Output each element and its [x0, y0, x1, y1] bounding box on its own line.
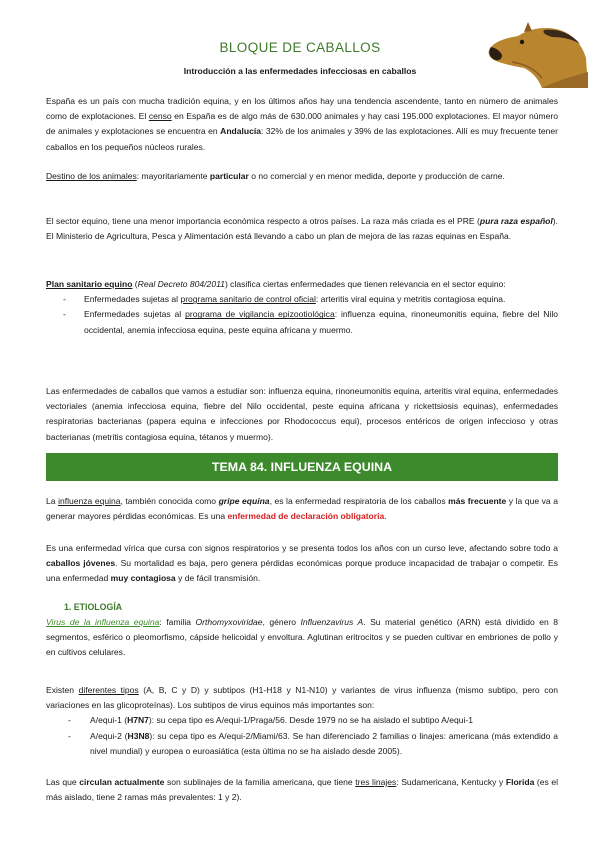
- text: El sector equino, tiene una menor importancia económica respecto a otros países. La raza más criada es el PRE (: [46, 216, 480, 226]
- text: Las que: [46, 777, 80, 787]
- text: Las enfermedades de caballos que vamos a estudiar son: influenza equina, rinoneumonitis equina, arteritis viral equina, enfermedades vectoriales (anemia infecciosa equina, fiebre del Nilo occidental, peste equina africana y rickettsiosis equinas), enfermedades respiratorias bacterianas (papera equina e infecciones por Rhodococcus equi), procesos entéricos de origen infeccioso y otras bacterianas (metritis contagiosa equina, tétanos y muermo).: [46, 386, 558, 442]
- term-censo: censo: [148, 111, 172, 122]
- text: ). El Ministerio de Agricultura, Pesca y Alimentación está llevando a cabo un plan de mejora de las razas equinas en España.: [46, 216, 558, 242]
- term-influenza: influenza equina: [58, 496, 121, 506]
- term-programa-vigilancia: programa de vigilancia epizootiológica: [185, 309, 335, 320]
- term-diferentes-tipos: diferentes tipos: [78, 685, 139, 695]
- text: , género: [262, 617, 301, 627]
- text: o no comercial y en menor medida, deporte y producción de carne.: [248, 171, 505, 181]
- list-item: [46, 292, 558, 307]
- document-title: BLOQUE DE CABALLOS: [219, 40, 381, 55]
- text: y la que va a generar mayores pérdidas económicas. Es una: [46, 496, 558, 522]
- intro-paragraph-1: [46, 94, 558, 155]
- term-declaracion-obligatoria: enfermedad de declaración obligatoria: [227, 511, 385, 522]
- horse-head-illustration: [484, 22, 590, 90]
- term-familia: Orthomyxoviridae: [195, 617, 263, 627]
- term-destino: Destino de los animales: [46, 171, 137, 181]
- term-florida: Florida: [505, 777, 535, 787]
- term-frecuente: más frecuente: [448, 496, 507, 506]
- text: Es una enfermedad vírica que cursa con signos respiratorios y se presenta todos los años con un curso leve, afectando sobre todo a: [46, 543, 558, 553]
- term-h3n8: H3N8: [127, 730, 150, 741]
- text: ): su cepa tipo es A/equi-1/Praga/56. Desde 1979 no se ha aislado el subtipo A/equi-1: [148, 715, 473, 726]
- intro-paragraph-4: [46, 277, 558, 338]
- subtype-list: [46, 713, 558, 759]
- text: A/equi-2 (: [90, 730, 128, 741]
- document-subtitle: Introducción a las enfermedades infecciosas en caballos: [183, 66, 417, 76]
- text: : Sudamericana, Kentucky y: [396, 777, 506, 787]
- text: son sublinajes de la familia americana, que tiene: [164, 777, 356, 787]
- term-caballos-jovenes: caballos jóvenes: [46, 558, 116, 569]
- disease-program-list: [46, 292, 558, 338]
- text: , también conocida como: [120, 496, 219, 506]
- list-item: [46, 713, 558, 728]
- text: en España es de algo más de 630.000 animales y hay casi 195.000 explotaciones. El mayor número de animales y explotaciones se encuentra en: [46, 111, 558, 137]
- term-andalucia: Andalucía: [220, 126, 262, 137]
- term-plan-sanitario: Plan sanitario equino: [46, 279, 133, 289]
- text: : influenza equina, rinoneumonitis equina, fiebre del Nilo occidental, anemia infecciosa equina, peste equina africana y muermo.: [84, 309, 558, 335]
- tema-paragraph-1: [46, 494, 558, 524]
- text: . Su mortalidad es baja, pero genera pérdidas económicas porque produce incapacidad de trabajar o competir. Es una enfermedad: [46, 558, 558, 584]
- term-tres-linajes: tres linajes: [355, 777, 397, 787]
- text: (A, B, C y D) y subtipos (H1-H18 y N1-N10) y variantes de virus influenza (mismo subtipo, pero con variaciones en las glicoproteínas). Los subtipos de virus equinos más importantes son:: [46, 685, 559, 711]
- text: Enfermedades sujetas al: [84, 309, 186, 320]
- text: (es el más aislado, tiene 2 ramas más prevalentes: 1 y 2).: [46, 777, 559, 803]
- text: . Su material genético (ARN) está dividido en 8 segmentos, esférico o pleomorfismo, cápside helicoidal y envoltura. Aglutinan eritrocitos y se pueden cultivar en embriones de pollo y en cultivos celulares.: [46, 617, 558, 658]
- term-programa-control: programa sanitario de control oficial: [180, 294, 316, 305]
- text: y de fácil transmisión.: [175, 573, 261, 584]
- tema-banner: TEMA 84. INFLUENZA EQUINA: [46, 453, 558, 481]
- text: ) clasifica ciertas enfermedades que tienen relevancia en el sector equino:: [224, 279, 506, 289]
- term-muy-contagiosa: muy contagiosa: [110, 573, 176, 584]
- intro-paragraph-5: [46, 384, 558, 445]
- text: : mayoritariamente: [136, 171, 210, 181]
- term-h7n7: H7N7: [127, 715, 149, 726]
- term-circulan: circulan actualmente: [79, 777, 165, 787]
- term-particular: particular: [209, 171, 249, 181]
- text: A/equi-1 (: [90, 715, 128, 726]
- text: La: [46, 496, 59, 506]
- text: : familia: [159, 617, 196, 627]
- text: , es la enfermedad respiratoria de los caballos: [269, 496, 449, 506]
- text: .: [384, 511, 387, 522]
- text: ): su cepa tipo es A/equi-2/Miami/63. Se han diferenciado 2 familias o linajes: americana (más extendido a nivel mundial) y europea o euroasiática (esta última no se ha aislado desde 2005).: [90, 730, 558, 756]
- etiologia-paragraph-3: [46, 775, 558, 805]
- term-real-decreto: Real Decreto 804/2011: [137, 279, 225, 289]
- list-item: [46, 729, 558, 759]
- text: España es un país con mucha tradición equina, y en los últimos años hay una tendencia ascendente, tanto en número de animales como de explotaciones. El: [46, 96, 558, 122]
- text: : 32% de los animales y 39% de las explotaciones. Allí es muy frecuente tener caballos en los pequeños núcleos rurales.: [46, 126, 558, 152]
- etiologia-paragraph-1: [46, 615, 558, 661]
- term-genero: Influenzavirus A: [300, 617, 364, 627]
- etiologia-paragraph-2: [46, 683, 558, 759]
- text: Existen: [46, 685, 79, 695]
- term-gripe: gripe equina: [218, 496, 270, 506]
- text: : arteritis viral equina y metritis contagiosa equina.: [315, 294, 506, 305]
- term-virus-influenza: Virus de la influenza equina: [46, 617, 160, 627]
- intro-paragraph-2: [46, 169, 558, 184]
- list-item: [46, 307, 558, 337]
- text: (: [132, 279, 138, 289]
- section-heading-etiologia: 1. ETIOLOGÍA: [64, 602, 123, 612]
- term-pre: pura raza español: [479, 216, 553, 226]
- intro-paragraph-3: [46, 214, 558, 244]
- tema-paragraph-2: [46, 541, 558, 587]
- text: Enfermedades sujetas al: [84, 294, 181, 305]
